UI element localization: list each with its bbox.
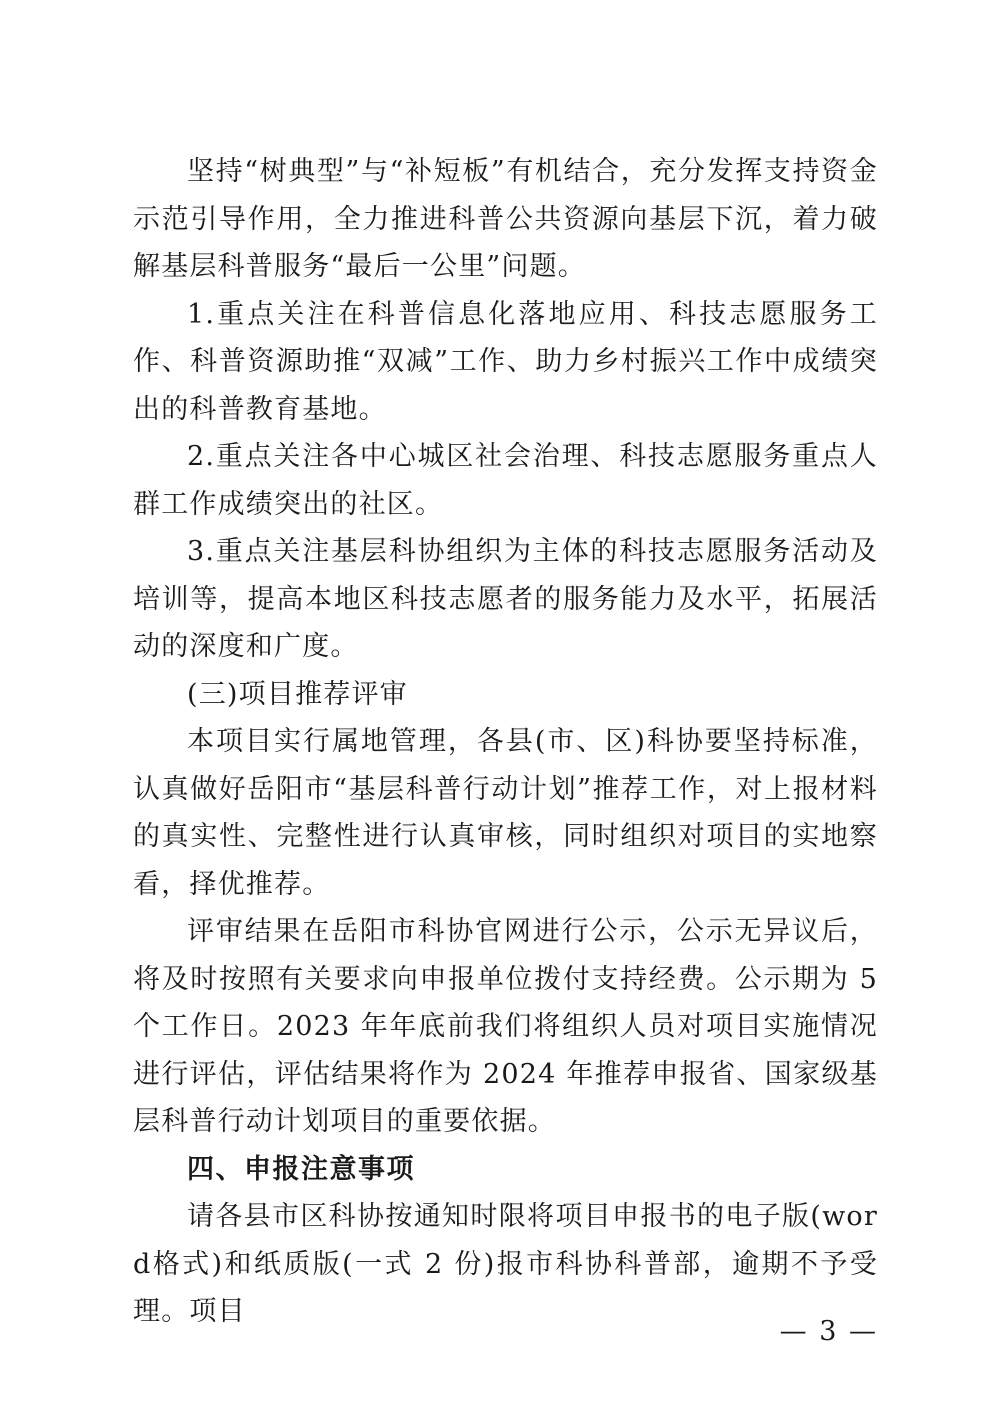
paragraph-focus-3: 3.重点关注基层科协组织为主体的科技志愿服务活动及培训等，提高本地区科技志愿者的服务能力及水平，拓展活动的深度和广度。 <box>133 536 878 662</box>
subsection-heading-review: (三)项目推荐评审 <box>187 678 408 710</box>
paragraph-submission: 请各县市区科协按通知时限将项目申报书的电子版(word格式)和纸质版(一式 2 份)报市科协科普部，逾期不予受理。项目 <box>133 1201 878 1327</box>
paragraph-territorial-management: 本项目实行属地管理，各县(市、区)科协要坚持标准，认真做好岳阳市“基层科普行动计划”推荐工作，对上报材料的真实性、完整性进行认真审核，同时组织对项目的实地察看，择优推荐。 <box>133 726 878 900</box>
paragraph-resource-sinking: 坚持“树典型”与“补短板”有机结合，充分发挥支持资金示范引导作用，全力推进科普公共资源向基层下沉，着力破解基层科普服务“最后一公里”问题。 <box>133 156 878 282</box>
paragraph-focus-1: 1.重点关注在科普信息化落地应用、科技志愿服务工作、科普资源助推“双减”工作、助力乡村振兴工作中成绩突出的科普教育基地。 <box>133 298 878 425</box>
page-number: — 3 — <box>779 1316 878 1347</box>
section-heading-notes: 四、申报注意事项 <box>187 1153 415 1185</box>
document-body <box>133 148 878 1336</box>
paragraph-review-results: 评审结果在岳阳市科协官网进行公示，公示无异议后，将及时按照有关要求向申报单位拨付支持经费。公示期为 5 个工作日。2023 年年底前我们将组织人员对项目实施情况进行评估，评估结果将作为 2024 年推荐申报省、国家级基层科普行动计划项目的重要依据。 <box>133 916 878 1137</box>
paragraph-focus-2: 2.重点关注各中心城区社会治理、科技志愿服务重点人群工作成绩突出的社区。 <box>133 441 878 520</box>
